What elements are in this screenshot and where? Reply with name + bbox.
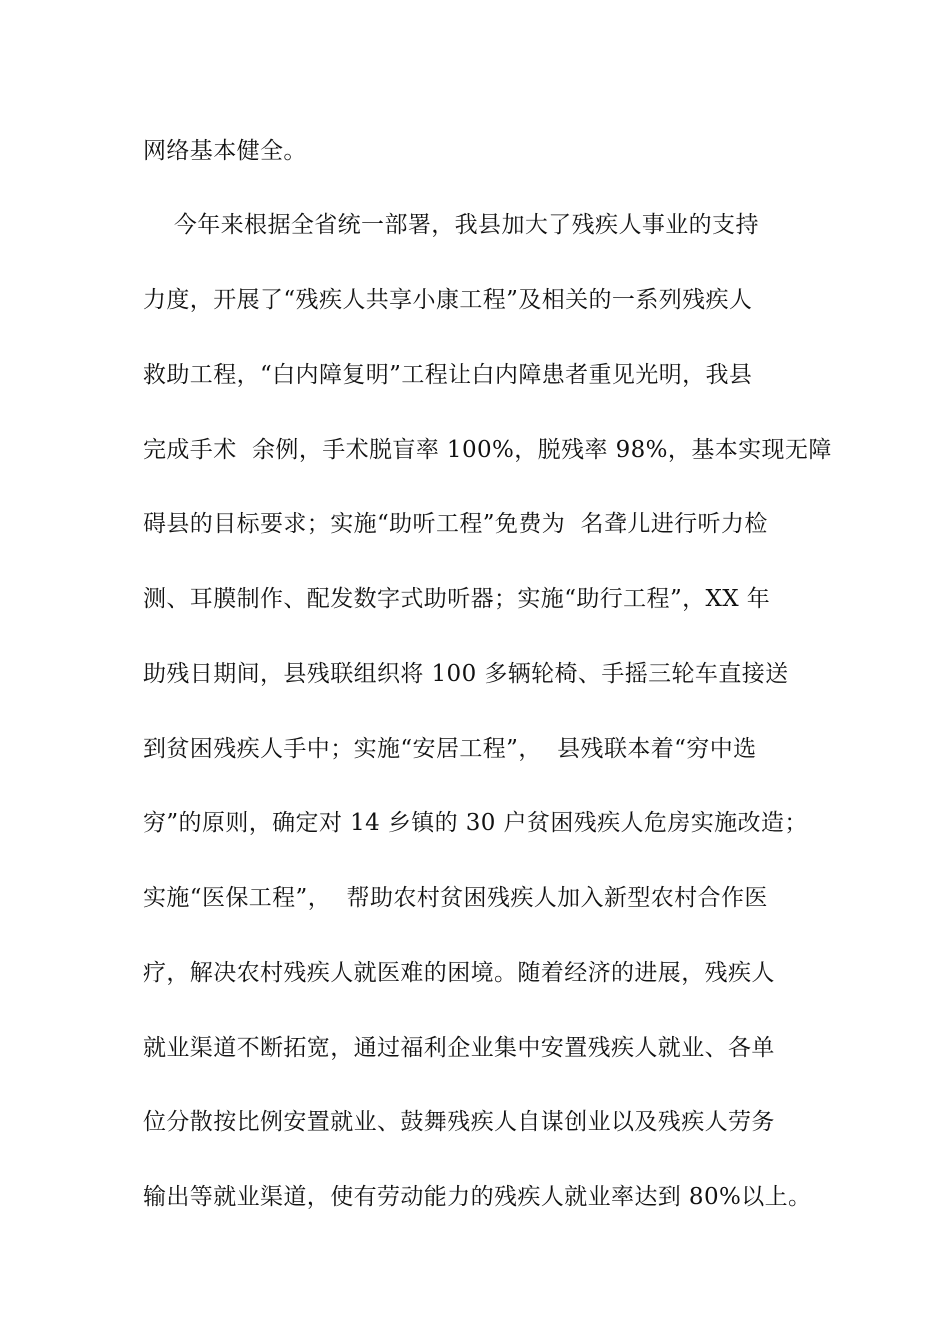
text-line: 到贫困残疾人手中；实施“安居工程”， 县残联本着“穷中选 — [143, 736, 757, 762]
text-line: 输出等就业渠道，使有劳动能力的残疾人就业率达到 80%以上。 — [143, 1184, 812, 1210]
text-line: 测、耳膜制作、配发数字式助听器；实施“助行工程”，XX 年 — [143, 586, 771, 612]
text-line: 网络基本健全。 — [143, 138, 307, 164]
text-line: 疗，解决农村残疾人就医难的困境。随着经济的进展，残疾人 — [143, 960, 775, 986]
text-line: 助残日期间，县残联组织将 100 多辆轮椅、手摇三轮车直接送 — [143, 661, 789, 687]
text-line: 救助工程，“白内障复明”工程让白内障患者重见光明，我县 — [143, 362, 753, 388]
text-line: 穷”的原则，确定对 14 乡镇的 30 户贫困残疾人危房实施改造； — [143, 810, 808, 836]
text-line: 完成手术 余例，手术脱盲率 100%，脱残率 98%，基本实现无障 — [143, 437, 832, 463]
text-line: 就业渠道不断拓宽，通过福利企业集中安置残疾人就业、各单 — [143, 1035, 775, 1061]
text-line: 今年来根据全省统一部署，我县加大了残疾人事业的支持 — [143, 212, 759, 238]
text-line: 实施“医保工程”， 帮助农村贫困残疾人加入新型农村合作医 — [143, 885, 768, 911]
text-line: 位分散按比例安置就业、鼓舞残疾人自谋创业以及残疾人劳务 — [143, 1109, 775, 1135]
text-line: 力度，开展了“残疾人共享小康工程”及相关的一系列残疾人 — [143, 287, 753, 313]
text-line: 碍县的目标要求；实施“助听工程”免费为 名聋儿进行听力检 — [143, 511, 768, 537]
